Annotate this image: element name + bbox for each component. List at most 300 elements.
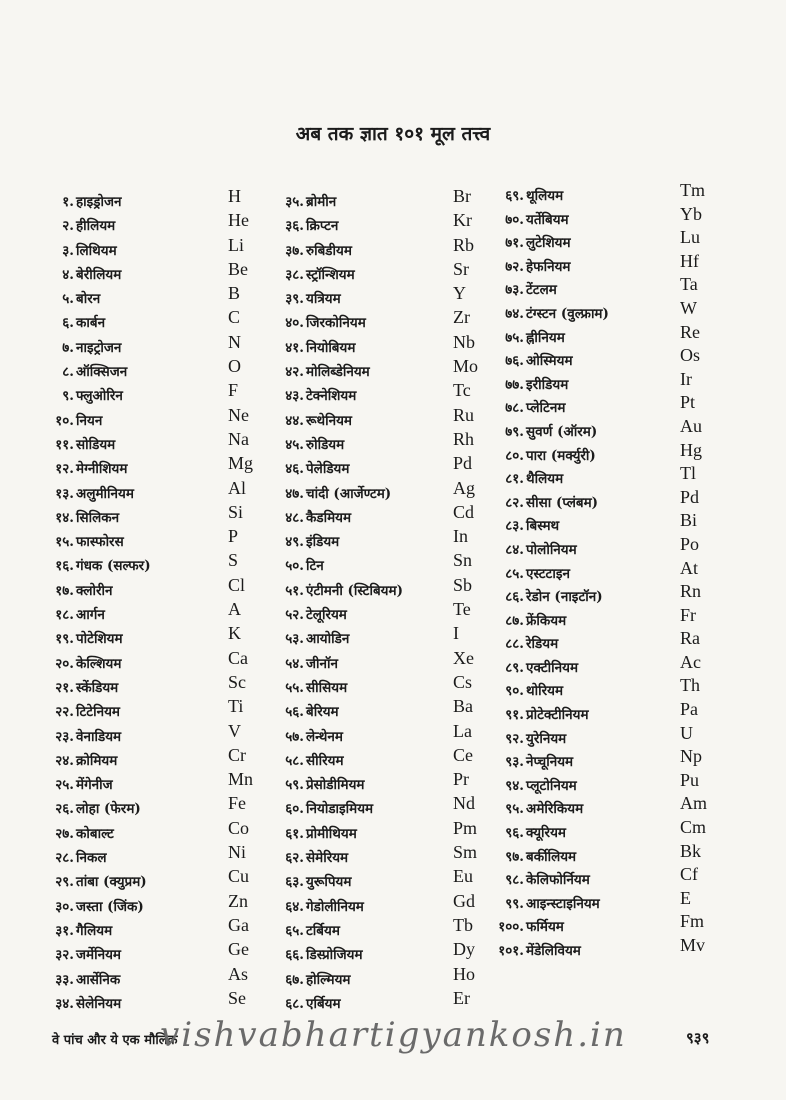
element-number: १००. xyxy=(498,919,524,936)
element-number: ७१. xyxy=(505,235,524,252)
element-symbol: Nd xyxy=(453,793,475,814)
element-name: तांबा (क्युप्रम) xyxy=(76,874,147,891)
element-symbol: N xyxy=(228,331,241,352)
element-number: १२. xyxy=(55,461,74,478)
element-name: टिटेनियम xyxy=(76,704,120,721)
element-symbol: Ca xyxy=(228,647,248,668)
element-symbol: Eu xyxy=(453,866,473,887)
footer-text: वे पांच और ये एक मौलिक xyxy=(52,1033,178,1048)
element-symbol: I xyxy=(453,623,459,644)
element-number: ८८. xyxy=(505,636,524,653)
element-name: प्रेसोडीमियम xyxy=(306,777,365,794)
element-name: टेक्नेशियम xyxy=(306,388,357,405)
element-name: होल्मियम xyxy=(306,971,351,988)
element-name: सेलेनियम xyxy=(76,995,122,1012)
element-symbol: Ge xyxy=(228,939,249,960)
element-number: ५९. xyxy=(285,777,304,794)
element-symbol: Tc xyxy=(453,380,471,401)
element-name: अलुमीनियम xyxy=(76,485,134,502)
element-number: २६. xyxy=(55,801,74,818)
element-name: स्ट्रॉन्शियम xyxy=(306,266,355,283)
element-symbol: Na xyxy=(228,428,249,449)
element-symbol: Sm xyxy=(453,842,478,863)
element-symbol: Rh xyxy=(453,428,475,449)
element-number: ९७. xyxy=(505,848,524,865)
element-number: ९५. xyxy=(505,801,524,818)
element-number: २४. xyxy=(55,752,74,769)
element-name: टंग्स्टन (वुल्फ्राम) xyxy=(526,305,609,322)
element-symbol: Cm xyxy=(680,817,707,838)
element-symbol: Pd xyxy=(680,486,700,507)
element-number: ३. xyxy=(62,242,74,259)
element-number: ८३. xyxy=(505,518,524,535)
element-number: ४. xyxy=(62,266,74,283)
element-symbol: Pa xyxy=(680,699,698,720)
element-name: नियन xyxy=(76,412,103,429)
element-name: सेमेरियम xyxy=(306,850,349,867)
element-number: ९४. xyxy=(505,777,524,794)
element-number: ६८. xyxy=(285,995,304,1012)
element-symbol: Br xyxy=(453,186,471,206)
element-name: जिरकोनियम xyxy=(306,315,366,332)
element-symbol: Pr xyxy=(453,769,470,790)
element-number: ३३. xyxy=(55,971,74,988)
element-name: गैलियम xyxy=(76,922,113,939)
element-symbol: Ac xyxy=(680,651,701,672)
element-number: ४७. xyxy=(285,485,304,502)
element-symbol: Bi xyxy=(680,510,698,531)
element-number: १४. xyxy=(55,509,74,526)
element-number: ४६. xyxy=(285,461,304,478)
element-symbol: Pu xyxy=(680,769,700,790)
element-name: टेलूरियम xyxy=(306,607,347,624)
element-number: ४१. xyxy=(285,339,304,356)
element-name: एक्टीनियम xyxy=(526,659,579,676)
element-symbol: Hf xyxy=(680,250,699,271)
element-number: ६६. xyxy=(285,947,304,964)
element-name: क्रोमियम xyxy=(76,752,118,769)
element-number: ५०. xyxy=(285,558,304,575)
element-number: ६१. xyxy=(285,825,304,842)
element-number: ५३. xyxy=(285,631,304,648)
element-number: ८४. xyxy=(505,541,524,558)
element-name: मेग्नीशियम xyxy=(76,461,128,478)
element-number: ९२. xyxy=(505,730,524,747)
element-number: ९६. xyxy=(505,825,524,842)
element-symbol: Mo xyxy=(453,356,479,377)
element-name: क्रिप्टन xyxy=(306,218,339,235)
element-name: आर्गन xyxy=(76,607,105,624)
element-name: एंटीमनी (स्टिबियम) xyxy=(306,582,403,599)
element-number: ३६. xyxy=(285,218,304,235)
element-symbol: Cr xyxy=(228,744,246,765)
element-symbol: Cs xyxy=(453,671,473,692)
element-number: ४९. xyxy=(285,534,304,551)
element-symbol: Ce xyxy=(453,744,473,765)
element-symbol: Si xyxy=(228,501,244,522)
element-symbol: Te xyxy=(453,599,471,620)
element-number: ८६. xyxy=(505,589,524,606)
element-symbol: Sn xyxy=(453,550,473,571)
element-name: मोलिब्डेनियम xyxy=(306,364,370,381)
element-name: लेन्थेनम xyxy=(306,728,343,745)
element-name: नाइट्रोजन xyxy=(76,339,122,356)
element-symbol: Dy xyxy=(453,939,475,960)
element-symbol: V xyxy=(228,720,241,741)
element-symbol: A xyxy=(228,599,241,620)
element-name: नेप्चूनियम xyxy=(526,754,574,771)
element-number: ३१. xyxy=(55,922,74,939)
element-name: केलिफोर्नियम xyxy=(526,872,590,889)
element-symbol: Li xyxy=(228,234,244,255)
element-name: क्लोरीन xyxy=(76,582,113,599)
element-number: ५. xyxy=(62,291,74,308)
element-number: ९. xyxy=(62,388,74,405)
element-name: अमेरिकियम xyxy=(526,801,584,818)
element-name: फ्लुओरिन xyxy=(76,388,123,405)
element-number: ६५. xyxy=(285,922,304,939)
element-number: ६२. xyxy=(285,850,304,867)
element-number: २२. xyxy=(55,704,74,721)
element-name: टेंटलम xyxy=(526,282,557,299)
element-symbol: At xyxy=(680,557,698,578)
element-name: प्रोटेक्टीनियम xyxy=(526,707,589,724)
element-symbol: H xyxy=(228,186,241,206)
element-name: निकल xyxy=(76,850,107,867)
element-number: ४३. xyxy=(285,388,304,405)
element-symbol: Ir xyxy=(680,368,692,389)
element-symbol: Ni xyxy=(228,842,246,863)
element-symbol: Os xyxy=(680,345,701,366)
element-name: बर्कीलियम xyxy=(526,848,577,865)
watermark: vishvabhartigyankosh.in xyxy=(160,1015,627,1055)
element-number: ३८. xyxy=(285,266,304,283)
element-number: १३. xyxy=(55,485,74,502)
element-number: ७२. xyxy=(505,258,524,275)
element-number: ७८. xyxy=(505,400,524,417)
element-symbol: Ga xyxy=(228,914,249,935)
element-name: पारा (मर्क्युरी) xyxy=(526,447,596,464)
element-symbol: Rn xyxy=(680,581,702,602)
element-number: ६०. xyxy=(285,801,304,818)
element-symbol: Mn xyxy=(228,769,254,790)
element-symbol: Ti xyxy=(228,696,244,717)
element-number: ५१. xyxy=(285,582,304,599)
element-name: फास्फोरस xyxy=(76,534,124,551)
element-symbol: Pm xyxy=(453,817,478,838)
element-name: रुबिडीयम xyxy=(306,242,352,259)
element-name: रेडोन (नाइटॉन) xyxy=(526,589,603,606)
element-name: एस्टटाइन xyxy=(526,565,570,582)
element-name: हाइड्रोजन xyxy=(76,194,122,210)
element-symbol: Pd xyxy=(453,453,473,474)
element-symbol: Co xyxy=(228,817,250,838)
element-symbol: Pt xyxy=(680,392,696,413)
element-number: १७. xyxy=(55,582,74,599)
element-number: ९९. xyxy=(505,895,524,912)
element-number: ७७. xyxy=(505,376,524,393)
element-name: सुवर्ण (ऑरम) xyxy=(526,423,598,440)
element-name: पोलोनियम xyxy=(526,541,577,558)
element-number: ६९. xyxy=(505,188,524,204)
element-symbol: Xe xyxy=(453,647,474,668)
element-number: ९३. xyxy=(505,754,524,771)
element-name: प्रोमीथियम xyxy=(306,825,357,842)
element-number: ८२. xyxy=(505,494,524,511)
element-name: जर्मेनियम xyxy=(76,947,121,964)
element-name: फ्रेंकियम xyxy=(526,612,567,629)
element-number: ६३. xyxy=(285,874,304,891)
element-name: आयोडिन xyxy=(306,631,350,648)
element-number: ७९. xyxy=(505,423,524,440)
element-name: इंडियम xyxy=(306,534,340,551)
element-name: थैलियम xyxy=(526,471,564,488)
element-name: कैडमियम xyxy=(306,509,352,526)
element-number: ८५. xyxy=(505,565,524,582)
element-name: फर्मियम xyxy=(526,919,564,936)
element-name: युरूपियम xyxy=(306,874,352,891)
element-number: ४४. xyxy=(285,412,304,429)
element-name: सिलिकन xyxy=(76,509,120,526)
element-symbol: Zr xyxy=(453,307,470,328)
element-name: बिस्मथ xyxy=(526,518,560,535)
element-number: ६४. xyxy=(285,898,304,915)
element-symbol: Fm xyxy=(680,911,705,932)
element-symbol: Nb xyxy=(453,331,475,352)
element-symbol: Th xyxy=(680,675,700,696)
element-symbol: Ho xyxy=(453,963,475,984)
element-symbol: B xyxy=(228,283,241,304)
element-name: टर्बियम xyxy=(306,922,340,939)
element-number: ३४. xyxy=(55,995,74,1012)
element-symbol: U xyxy=(680,722,693,743)
element-name: पोटेशियम xyxy=(76,631,123,648)
element-name: आइन्स्टाइनियम xyxy=(526,895,600,912)
element-number: २१. xyxy=(55,679,74,696)
element-name: ऑक्सिजन xyxy=(76,364,128,381)
element-number: ५२. xyxy=(285,607,304,624)
element-number: ७. xyxy=(62,339,74,356)
element-number: ३९. xyxy=(285,291,304,308)
element-symbol: Cu xyxy=(228,866,250,887)
element-symbol: F xyxy=(228,380,239,401)
element-name: प्लेटिनम xyxy=(526,400,566,417)
element-number: ८१. xyxy=(505,471,524,488)
element-symbol: Mg xyxy=(228,453,254,474)
element-number: ७४. xyxy=(505,305,524,322)
element-number: ६७. xyxy=(285,971,304,988)
element-symbol: O xyxy=(228,356,241,377)
element-name: सीसा (प्लंबम) xyxy=(526,494,599,511)
element-number: १८. xyxy=(55,607,74,624)
element-number: ९१. xyxy=(505,707,524,724)
element-number: १०१. xyxy=(498,943,524,959)
element-symbol: Ag xyxy=(453,477,475,498)
element-symbol: Np xyxy=(680,746,702,767)
element-name: बेरियम xyxy=(306,704,339,721)
element-symbol: Am xyxy=(680,793,707,814)
element-symbol: Sc xyxy=(228,671,246,692)
element-name: मेंडेलिवियम xyxy=(526,943,581,959)
element-name: मेंगेनीज xyxy=(76,777,113,794)
element-symbol: E xyxy=(680,887,691,908)
element-symbol: Se xyxy=(228,987,246,1008)
element-symbol: Sr xyxy=(453,258,470,279)
element-symbol: Cl xyxy=(228,574,246,595)
element-symbol: In xyxy=(453,526,468,547)
element-name: स्केंडियम xyxy=(76,679,119,696)
element-symbol: He xyxy=(228,210,249,231)
element-name: नियोबियम xyxy=(306,339,356,356)
element-name: युरेनियम xyxy=(526,730,567,747)
element-number: ८७. xyxy=(505,612,524,629)
element-number: ४०. xyxy=(285,315,304,332)
element-symbol: Tl xyxy=(680,463,696,484)
element-number: ३२. xyxy=(55,947,74,964)
element-symbol: Er xyxy=(453,987,470,1008)
element-name: यर्तेबियम xyxy=(526,211,569,228)
element-symbol: Cf xyxy=(680,864,698,885)
element-name: लिथियम xyxy=(76,242,117,259)
element-symbol: Zn xyxy=(228,890,248,911)
element-number: २. xyxy=(62,218,74,235)
element-symbol: Ru xyxy=(453,404,475,425)
element-number: २८. xyxy=(55,850,74,867)
element-symbol: Ne xyxy=(228,404,249,425)
element-symbol: Re xyxy=(680,321,700,342)
element-number: ६. xyxy=(62,315,74,332)
page-number: ९३९ xyxy=(686,1029,710,1047)
element-number: ४२. xyxy=(285,364,304,381)
element-name: ह्नीनियम xyxy=(526,329,565,346)
element-number: २९. xyxy=(55,874,74,891)
element-symbol: Hg xyxy=(680,439,702,460)
element-name: प्लूटोनियम xyxy=(526,777,577,794)
element-name: एर्बियम xyxy=(306,995,341,1012)
element-symbol: Tm xyxy=(680,180,705,200)
element-name: कार्बन xyxy=(76,315,106,332)
element-name: लुटेशियम xyxy=(526,235,571,252)
element-symbol: La xyxy=(453,720,472,741)
element-number: ७६. xyxy=(505,353,524,370)
element-number: ३५. xyxy=(285,194,304,210)
element-name: हेफनियम xyxy=(526,258,571,275)
element-name: जस्ता (जिंक) xyxy=(76,898,144,915)
element-symbol: Fe xyxy=(228,793,246,814)
element-name: सीरियम xyxy=(306,752,344,769)
element-number: १९. xyxy=(55,631,74,648)
element-number: १६. xyxy=(55,558,74,575)
element-number: २५. xyxy=(55,777,74,794)
element-symbol: Po xyxy=(680,533,700,554)
element-symbol: Sb xyxy=(453,574,473,595)
element-name: जीनॉन xyxy=(306,655,338,672)
element-number: ९०. xyxy=(505,683,524,700)
element-number: ७३. xyxy=(505,282,524,299)
element-symbol: Y xyxy=(453,283,466,304)
element-number: ५४. xyxy=(285,655,304,672)
element-name: चांदी (आर्जेण्टम) xyxy=(306,485,392,502)
element-number: ७५. xyxy=(505,329,524,346)
element-name: हीलियम xyxy=(76,218,116,235)
element-name: सोडियम xyxy=(76,436,116,453)
element-symbol: Kr xyxy=(453,210,472,231)
element-number: ३०. xyxy=(55,898,74,915)
element-symbol: As xyxy=(228,963,249,984)
element-name: क्यूरियम xyxy=(526,825,566,842)
element-number: ८०. xyxy=(505,447,524,464)
element-name: आर्सेनिक xyxy=(76,971,121,988)
element-name: केल्शियम xyxy=(76,655,122,672)
element-symbol: Rb xyxy=(453,234,475,255)
element-number: २३. xyxy=(55,728,74,745)
element-symbol: Au xyxy=(680,415,702,436)
element-name: कोबाल्ट xyxy=(76,825,114,842)
element-number: ५६. xyxy=(285,704,304,721)
element-number: ९८. xyxy=(505,872,524,889)
element-symbol: Cd xyxy=(453,501,475,522)
element-number: २७. xyxy=(55,825,74,842)
element-symbol: Ta xyxy=(680,274,698,295)
element-number: ४५. xyxy=(285,436,304,453)
element-symbol: C xyxy=(228,307,241,328)
element-number: ३७. xyxy=(285,242,304,259)
element-symbol: Fr xyxy=(680,604,697,625)
element-symbol: Bk xyxy=(680,840,702,861)
element-name: रूथेनियम xyxy=(306,412,353,429)
element-name: नियोडाइमियम xyxy=(306,801,374,818)
element-name: गंधक (सल्फर) xyxy=(76,558,151,575)
element-symbol: W xyxy=(680,297,697,318)
element-name: टिन xyxy=(306,558,324,575)
element-symbol: Be xyxy=(228,258,248,279)
element-number: १०. xyxy=(55,412,74,429)
element-number: ५७. xyxy=(285,728,304,745)
element-number: ८९. xyxy=(505,659,524,676)
element-number: ५५. xyxy=(285,679,304,696)
element-number: ७०. xyxy=(505,211,524,228)
element-symbol: S xyxy=(228,550,239,571)
element-name: यत्रियम xyxy=(306,291,341,308)
element-name: इरीडियम xyxy=(526,376,569,393)
element-symbol: Yb xyxy=(680,203,702,224)
element-symbol: Al xyxy=(228,477,246,498)
element-symbol: Mv xyxy=(680,935,706,955)
element-name: थोरियम xyxy=(526,683,564,700)
element-symbol: K xyxy=(228,623,241,644)
page-title: अब तक ज्ञात १०१ मूल तत्त्व xyxy=(295,123,491,145)
element-number: १. xyxy=(62,194,74,210)
element-symbol: P xyxy=(228,526,239,547)
element-number: ११. xyxy=(55,436,74,453)
element-symbol: Tb xyxy=(453,914,473,935)
element-number: १५. xyxy=(55,534,74,551)
element-name: ओस्मियम xyxy=(526,353,573,370)
element-name: वेनाडियम xyxy=(76,728,122,745)
element-name: ब्रोमीन xyxy=(306,194,337,210)
element-name: बोरन xyxy=(76,291,101,308)
element-name: रेडियम xyxy=(526,636,559,653)
element-symbol: Gd xyxy=(453,890,475,911)
element-number: ४८. xyxy=(285,509,304,526)
element-symbol: Ba xyxy=(453,696,473,717)
element-symbol: Lu xyxy=(680,227,700,248)
element-name: बेरीलियम xyxy=(76,266,122,283)
element-name: सीसियम xyxy=(306,679,348,696)
element-name: पेलेडियम xyxy=(306,461,350,478)
element-name: डिस्प्रोजियम xyxy=(306,947,363,964)
element-name: रुोडियम xyxy=(306,436,345,453)
